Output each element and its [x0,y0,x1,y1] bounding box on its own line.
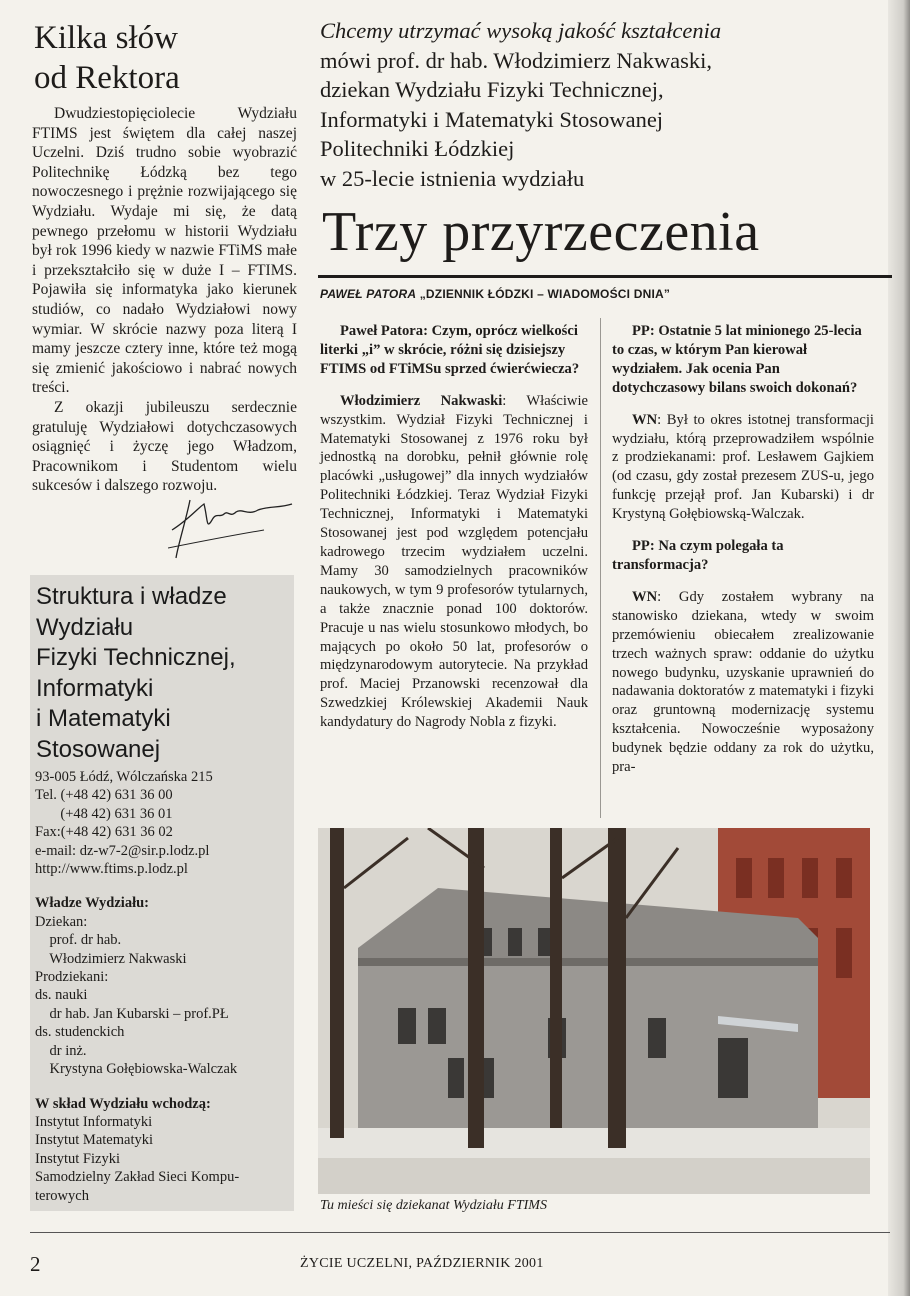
structure-title-line: Stosowanej [36,735,161,763]
title-rule [318,275,892,278]
authority-line: Prodziekani: [35,969,109,986]
authority-line: Włodzimierz Nakwaski [35,950,187,967]
structure-title-line: Fizyki Technicznej, [36,644,236,671]
structure-title [36,582,294,765]
phone: Tel. (+48 42) 631 36 00 [35,787,173,804]
page-number: 2 [30,1252,41,1276]
interview-answer [320,392,588,732]
unit-line: Samodzielny Zakład Sieci Kompu- [35,1169,240,1186]
publication-footer: ŻYCIE UCZELNI, PAŹDZIERNIK 2001 [300,1256,544,1271]
faculty-building-photo [318,828,870,1194]
deck-line: w 25-lecie istnienia wydziału [320,165,585,191]
byline [320,287,670,301]
interview-question: Paweł Patora: Czym, oprócz wielkości literki „i” w skrócie, różni się dzisiejszy FTIMS od FTiMSu sprzed ćwierćwiecza? [320,323,580,377]
structure-details [35,768,295,1205]
structure-title-line: i Matematyki [36,705,171,732]
fax: Fax:(+48 42) 631 36 02 [35,824,173,841]
interview-answer [612,588,874,777]
unit-line: Instytut Fizyki [35,1150,120,1167]
article-column-2 [612,322,874,790]
rector-paragraph: Dwudziestopięciolecie Wydziału FTIMS jest świętem dla całej naszej Uczelni. Dziś trudno sobie wyobrazić Politechnikę Łódzką bez tego nowoczesnego i prężnie rozwijającego się Wydziału. Wydaje mi się, że datą pewnego przełomu w historii Wydziału był rok 1996 kiedy w nazwie FTiMS małe i przekształciło się w duże I – FTIMS. Pojawiła się informatyka jako kierunek studiów, co nadało Wydziałowi nowy wymiar. W skrócie nazwy poza literą I mamy jeszcze cztery inne, które też mogą się zmienić jakościowo i nabrać nowych treści. [32,105,297,397]
authority-line: ds. nauki [35,987,88,1004]
deck-line: mówi prof. dr hab. Włodzimierz Nakwaski, [320,47,712,73]
unit-line: Instytut Informatyki [35,1113,153,1130]
units-heading: W skład Wydziału wchodzą: [35,1095,211,1112]
deck-line: dziekan Wydziału Fizyki Technicznej, [320,77,664,102]
rector-signature [168,490,298,562]
article-column-1 [320,322,588,745]
article-deck [320,16,880,193]
structure-title-line: Struktura i władze [36,583,227,610]
rector-paragraph: Z okazji jubileuszu serdecznie gratuluję Wydziałowi dotychczasowych osiągnięć i życzę jego Władzom, Pracownikom i Studentom wielu sukcesów i dalszego rozwoju. [32,398,297,495]
article-title: Trzy przyrzeczenia [322,201,760,263]
page-gutter-shadow [888,0,910,1296]
authority-line: dr hab. Jan Kubarski – prof.PŁ [35,1005,229,1022]
structure-title-line: Informatyki [36,674,154,702]
authorities-heading: Władze Wydziału: [35,895,149,912]
answer-text: : Był to okres istotnej transformacji wydziału, którą przeprowadziłem wspólnie z prodziekanami: prof. Lesławem Gajkiem (od czasu, gdy został prezesem ZUS-u, jego funkcję przejął prof. Jan Kubarski) i dr Krystyną Gołębiowską-Walczak. [612,411,874,523]
answer-text: : Gdy zostałem wybrany na stanowisko dziekana, wtedy w swoim przemówieniu obiecałem zrealizowanie trzech ważnych spraw: oddanie do użytku nowego budynku, uzyskanie uprawnień do nadawania doktoratów z matematyki i fizyki oraz gruntowną modernizację systemu kształcenia. Nowocześnie wyposażony budynek będzie oddany za rok do użytku, pra- [612,588,874,776]
unit-line: terowych [35,1187,89,1204]
rector-heading-line: Kilka słów [34,20,178,56]
email[interactable]: e-mail: dz-w7-2@sir.p.lodz.pl [35,842,210,859]
authority-line: Dziekan: [35,913,88,930]
byline-source: „DZIENNIK ŁÓDZKI – WIADOMOŚCI DNIA” [416,287,671,301]
deck-line: Politechniki Łódzkiej [320,136,515,161]
authority-line: Krystyna Gołębiowska-Walczak [35,1061,238,1078]
address: 93-005 Łódź, Wólczańska 215 [35,769,213,785]
rector-text [32,104,297,496]
rector-heading [34,18,180,98]
interview-question: PP: Na czym polegała ta transformacja? [612,538,784,573]
interview-question: PP: Ostatnie 5 lat minionego 25-lecia to czas, w którym Pan kierował wydziałem. Jak ocenia Pan dotychczasowy bilans swoich dokonań? [612,323,862,396]
rector-heading-line: od Rektora [34,60,180,96]
byline-author: PAWEŁ PATORA [320,287,417,301]
deck-line: Informatyki i Matematyki Stosowanej [320,106,664,132]
structure-title-line: Wydziału [36,613,134,641]
authority-line: ds. studenckich [35,1024,125,1041]
authority-line: dr inż. [35,1042,87,1059]
deck-quote: Chcemy utrzymać wysoką jakość kształcenia [320,18,722,43]
speaker-name: WN [632,588,658,605]
speaker-name: Włodzimierz Nakwaski [340,392,503,409]
phone: (+48 42) 631 36 01 [35,805,173,822]
unit-line: Instytut Matematyki [35,1132,153,1149]
interview-answer [612,411,874,524]
speaker-name: WN [632,411,658,428]
website[interactable]: http://www.ftims.p.lodz.pl [35,861,188,878]
authority-line: prof. dr hab. [35,932,122,949]
column-divider [600,318,601,818]
footer-rule [30,1232,890,1233]
photo-caption: Tu mieści się dziekanat Wydziału FTIMS [320,1198,547,1213]
answer-text: : Właściwie wszystkim. Wydział Fizyki Technicznej i Matematyki Stosowanej z 1976 roku był jednostką na dorobku, pełnił głównie rolę placówki „usługowej” dla innych wydziałów Politechniki Łódzkiej. Teraz Wydział Fizyki Technicznej, Informatyki i Matematyki Stosowanej jest pod względem potencjału kadrowego trzecim wydziałem uczelni. Mamy 30 samodzielnych pracowników naukowych, w tym 9 profesorów tytularnych, a także znacznie ponad 100 doktorów. Pracuje u nas wielu stosunkowo młodych, bo mających po około 50 lat, profesorów o międzynarodowym autorytecie. Na przykład prof. Maciej Przanowski recenzował dla Szwedzkiej Królewskiej Akademii Nauk kandydatury do Nagrody Nobla z fizyki. [320,392,588,731]
